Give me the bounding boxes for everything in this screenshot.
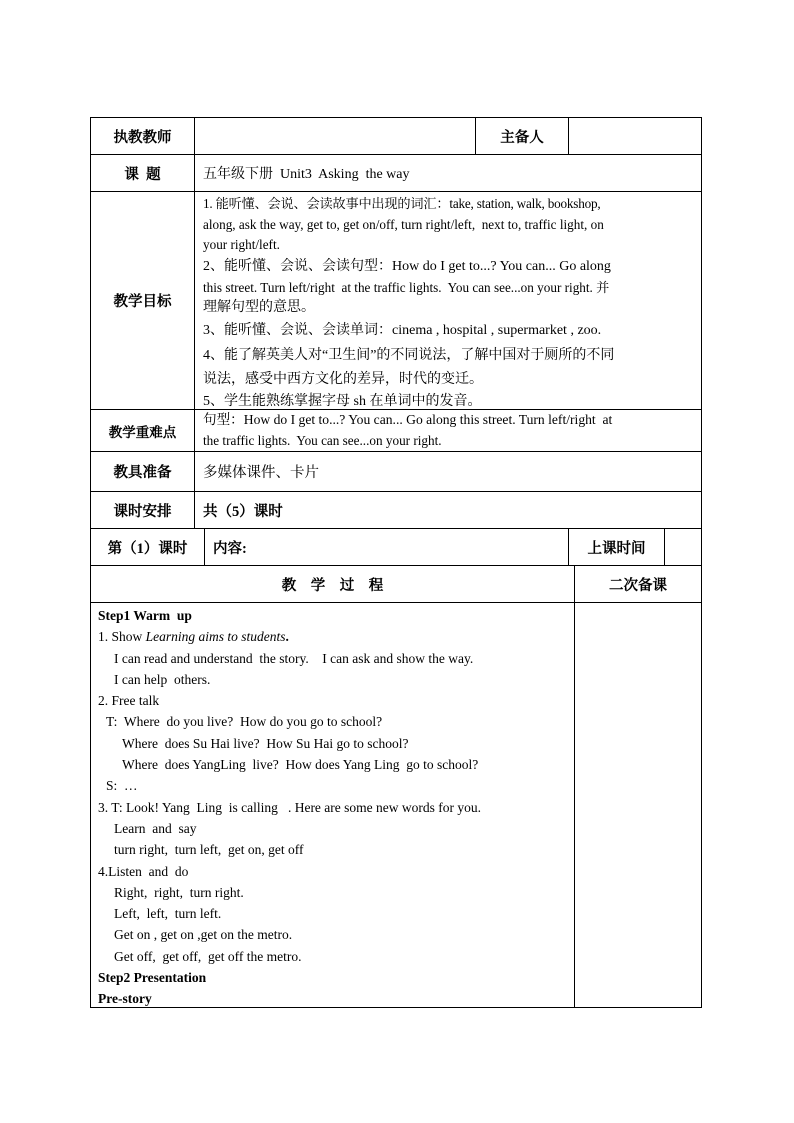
step2-title: Step2 Presentation bbox=[98, 970, 207, 986]
step1-item-1-prefix: 1. Show bbox=[98, 629, 146, 645]
class-time-label: 上课时间 bbox=[568, 528, 664, 565]
step1-listen-do-4: Get off, get off, get off the metro. bbox=[114, 948, 302, 964]
class-time-value bbox=[664, 528, 702, 565]
content-label: 内容: bbox=[204, 528, 568, 565]
topic-value: 五年级下册 Unit3 Asking the way bbox=[194, 154, 702, 191]
step1-aim-2: I can help others. bbox=[114, 671, 211, 687]
lesson-label: 第（1）课时 bbox=[90, 528, 204, 565]
teacher-label: 执教教师 bbox=[90, 117, 194, 154]
materials-label: 教具准备 bbox=[90, 451, 194, 491]
step1-item-1-italic: Learning aims to students bbox=[145, 629, 286, 645]
step1-teacher-line-3: Where does YangLing live? How does Yang Ling go to school? bbox=[122, 757, 479, 773]
step1-teacher-line-1: T: Where do you live? How do you go to school? bbox=[106, 714, 383, 730]
step1-item-2: 2. Free talk bbox=[98, 693, 160, 709]
process-body-row bbox=[90, 602, 702, 1007]
process-header-row bbox=[90, 565, 702, 602]
step1-item-1-end: . bbox=[285, 629, 289, 645]
goal-4-line-2: 说法，感受中西方文化的差异，时代的变迁。 bbox=[203, 371, 483, 387]
topic-row bbox=[90, 154, 702, 191]
prestory-title: Pre-story bbox=[98, 991, 152, 1007]
goal-1-line-3: your right/left. bbox=[203, 237, 280, 252]
key-points-line-1: 句型：How do I get to...? You can... Go along this street. Turn left/right at bbox=[203, 412, 613, 427]
second-prep-label: 二次备课 bbox=[574, 565, 702, 602]
teacher-value bbox=[194, 117, 475, 154]
goal-3: 3、能听懂、会说、会读单词：cinema , hospital , supermarket , zoo. bbox=[203, 322, 602, 338]
step1-aim-1: I can read and understand the story. I can ask and show the way. bbox=[114, 650, 474, 666]
materials-value: 多媒体课件、卡片 bbox=[194, 451, 702, 491]
header-row bbox=[90, 117, 702, 154]
schedule-value: 共（5）课时 bbox=[194, 491, 702, 528]
key-points-line-2: the traffic lights. You can see...on your right. bbox=[203, 432, 442, 448]
key-points-row bbox=[90, 409, 702, 451]
lesson-row bbox=[90, 528, 702, 565]
schedule-label: 课时安排 bbox=[90, 491, 194, 528]
topic-label: 课 题 bbox=[90, 154, 194, 191]
step1-listen-do-3: Get on , get on ,get on the metro. bbox=[114, 927, 293, 943]
goal-1-line-1: 1. 能听懂、会说、会读故事中出现的词汇：take, station, walk, bookshop, bbox=[203, 196, 601, 211]
preparer-value bbox=[568, 117, 702, 154]
goal-2-line-1: 2、能听懂、会说、会读句型：How do I get to...? You can... Go along bbox=[203, 258, 611, 274]
step1-words: turn right, turn left, get on, get off bbox=[114, 842, 304, 858]
step1-teacher-line-2: Where does Su Hai live? How Su Hai go to school? bbox=[122, 735, 409, 751]
goal-2-line-2: this street. Turn left/right at the traffic lights. You can see...on your right. 并 bbox=[203, 279, 610, 295]
goal-5: 5、学生能熟练掌握字母 sh 在单词中的发音。 bbox=[203, 393, 482, 409]
step1-listen-do-2: Left, left, turn left. bbox=[114, 906, 222, 922]
goals-label: 教学目标 bbox=[90, 191, 194, 409]
key-points-content bbox=[194, 409, 702, 451]
table-bottom-border bbox=[90, 1007, 702, 1008]
step1-item-3: 3. T: Look! Yang Ling is calling . Here are some new words for you. bbox=[98, 799, 482, 815]
goal-1-line-2: along, ask the way, get to, get on/off, turn right/left, next to, traffic light, on bbox=[203, 216, 604, 232]
process-content bbox=[90, 602, 574, 1007]
goal-2-line-3: 理解句型的意思。 bbox=[203, 299, 315, 315]
process-title: 教 学 过 程 bbox=[90, 565, 574, 602]
step1-listen-do-1: Right, right, turn right. bbox=[114, 884, 244, 900]
materials-row bbox=[90, 451, 702, 491]
step1-item-1 bbox=[98, 626, 568, 647]
preparer-label: 主备人 bbox=[475, 117, 568, 154]
goals-row bbox=[90, 191, 702, 409]
goals-content bbox=[194, 191, 702, 409]
step1-item-4: 4.Listen and do bbox=[98, 863, 189, 879]
schedule-row bbox=[90, 491, 702, 528]
key-points-label: 教学重难点 bbox=[90, 409, 194, 451]
second-prep-notes bbox=[574, 602, 702, 1007]
step1-learn-say: Learn and say bbox=[114, 820, 197, 836]
step1-title: Step1 Warm up bbox=[98, 608, 192, 623]
goal-4-line-1: 4、能了解英美人对“卫生间”的不同说法，了解中国对于厕所的不同 bbox=[203, 347, 615, 363]
step1-student-line: S: … bbox=[106, 778, 138, 794]
